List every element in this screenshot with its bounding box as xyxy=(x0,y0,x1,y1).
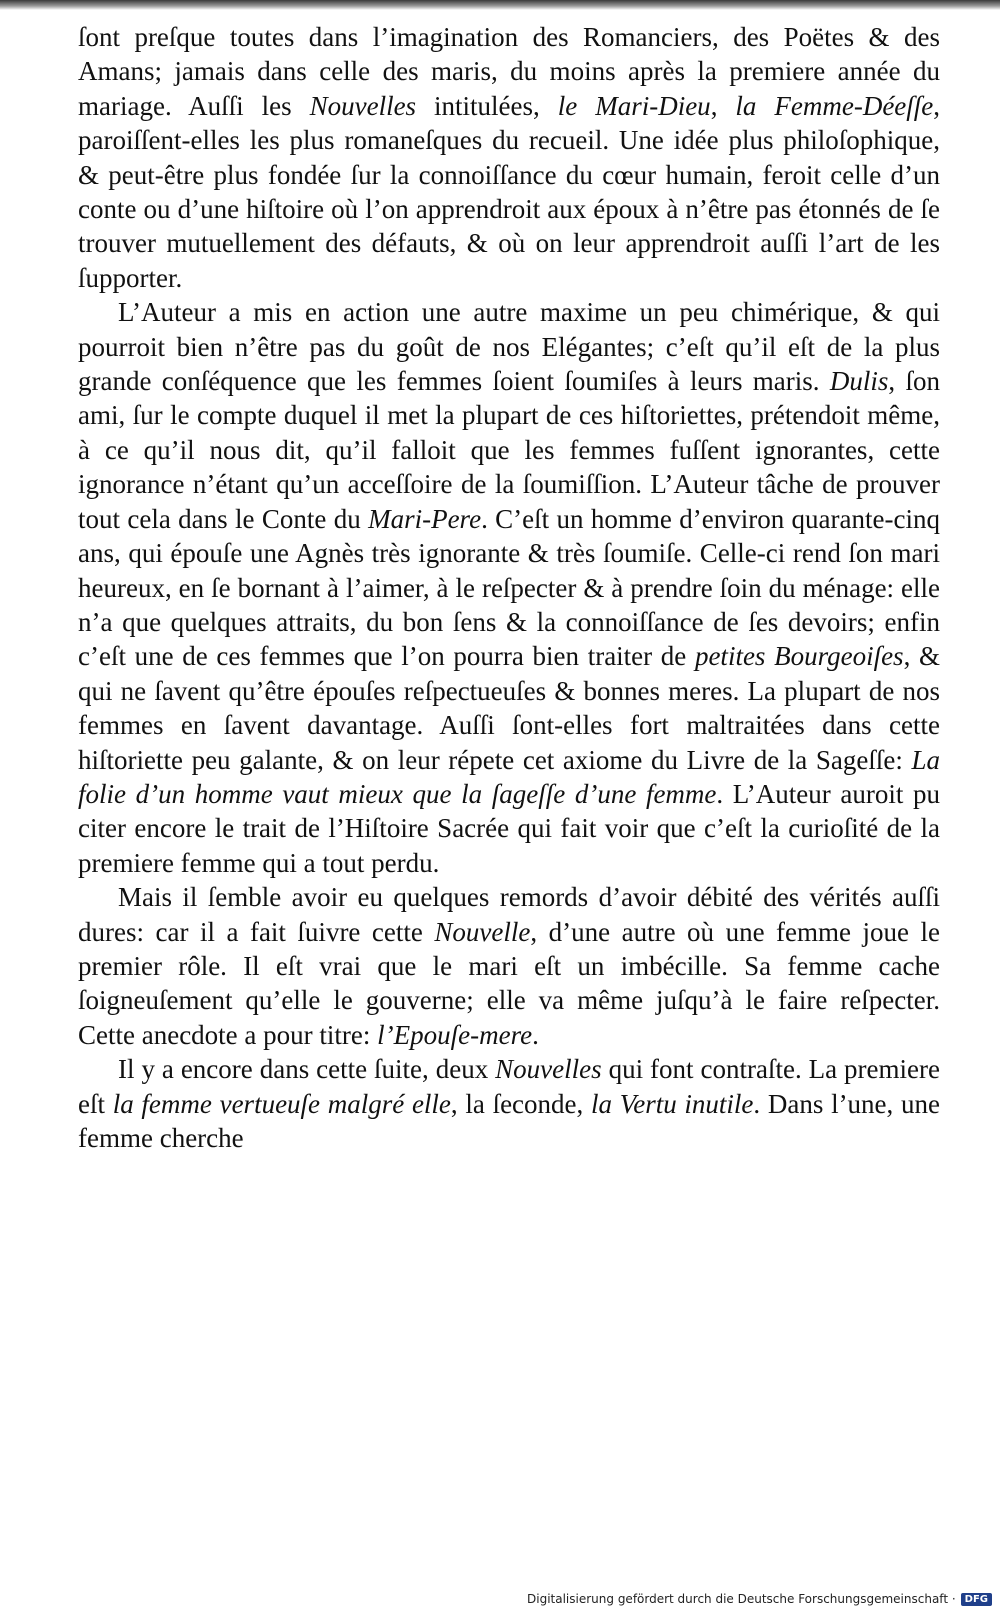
paragraph-4 xyxy=(78,1052,940,1155)
text-run: Mais il ſemble avoir eu quelques remords d’avoir débité des vérités auſſi dures: car il a fait ſuivre cette xyxy=(78,882,940,947)
paragraph-1 xyxy=(78,20,940,295)
digitization-credit xyxy=(527,1592,992,1606)
italic-run: La folie d’un homme vaut mieux que la ſageſſe d’une femme xyxy=(78,744,940,809)
text-run: ſont preſque toutes dans l’imagination des Romanciers, des Poëtes & des Amans; jamais dans celle des maris, du moins après la premiere année du mariage. Auſſi les xyxy=(78,22,940,121)
dfg-logo: DFG xyxy=(961,1593,992,1606)
scan-edge-shadow xyxy=(0,0,1000,10)
italic-run: la femme vertueuſe malgré elle xyxy=(112,1088,451,1119)
text-run: , xyxy=(710,90,736,121)
page-body xyxy=(78,20,940,1155)
italic-run: Mari-Pere xyxy=(368,503,482,534)
italic-run: Nouvelles xyxy=(309,90,417,121)
text-run: . Dans l’une, une femme cherche xyxy=(78,1088,940,1153)
text-run: . C’eſt un homme d’environ quarante-cinq ans, qui épouſe une Agnès très ignorante & très ſoumiſe. Celle-ci rend ſon mari heureux, en ſe bornant à l’aimer, à le reſpecter & à prendre ſoin du ménage: elle n’a que quelques attraits, du bon ſens & la connoiſſance de ſes devoirs; enfin c’eſt une de ces femmes que l’on pourra bien traiter de xyxy=(78,503,940,672)
text-run: , paroiſſent-elles les plus romaneſques du recueil. Une idée plus philoſophique, & peut-être plus fondée ſur la connoiſſance du cœur humain, feroit celle d’un conte ou d’une hiſtoire où l’on apprendroit aux époux à n’être pas étonnés de ſe trouver mutuellement des défauts, & où on leur apprendroit auſſi l’art de les ſupporter. xyxy=(78,90,941,293)
text-run: qui font contraſte. La premiere eſt xyxy=(78,1054,940,1119)
italic-run: l’Epouſe-mere xyxy=(377,1019,533,1050)
paragraph-2 xyxy=(78,295,940,880)
text-run: . L’Auteur auroit pu citer encore le trait de l’Hiſtoire Sacrée qui fait voir que c’eſt la curioſité de la premiere femme qui a tout perdu. xyxy=(78,778,940,878)
text-run: , la ſeconde, xyxy=(450,1088,591,1119)
text-run: , d’une autre où une femme joue le premier rôle. Il eſt vrai que le mari eſt un imbécille. Sa femme cache ſoigneuſement qu’elle le gouverne; elle va même juſqu’à le faire reſpecter. Cette anecdote a pour titre: xyxy=(78,916,941,1050)
italic-run: Nouvelle xyxy=(434,916,531,947)
text-run: L’Auteur a mis en action une autre maxime un peu chimérique, & qui pourroit bien n’être pas du goût de nos Elégantes; c’eſt qu’il eſt de la plus grande conſéquence que les femmes ſoient ſoumiſes à leurs maris. xyxy=(78,297,940,397)
italic-run: petites Bourgeoiſes xyxy=(694,641,904,672)
credit-text: Digitalisierung gefördert durch die Deutsche Forschungsgemeinschaft · xyxy=(527,1592,956,1606)
italic-run: Dulis xyxy=(829,366,889,397)
text-run: , & qui ne ſavent qu’être épouſes reſpectueuſes & bonnes meres. La plupart de nos femmes en ſavent davantage. Auſſi ſont-elles fort maltraitées dans cette hiſtoriette peu galante, & on leur répete cet axiome du Livre de la Sageſſe: xyxy=(78,641,940,775)
italic-run: la Femme-Déeſſe xyxy=(735,90,934,121)
italic-run: la Vertu inutile xyxy=(591,1088,754,1119)
text-run: , ſon ami, ſur le compte duquel il met la plupart de ces hiſtoriettes, prétendoit même, à ce qu’il nous dit, qu’il falloit que les femmes fuſſent ignorantes, cette ignorance n’étant qu’un acceſſoire de la ſoumiſſion. L’Auteur tâche de prouver tout cela dans le Conte du xyxy=(78,366,940,534)
text-run: Il y a encore dans cette ſuite, deux xyxy=(118,1054,496,1085)
italic-run: Nouvelles xyxy=(495,1054,602,1085)
text-run: . xyxy=(532,1019,539,1050)
paragraph-3 xyxy=(78,880,940,1052)
text-run: intitulées, xyxy=(416,90,558,121)
italic-run: le Mari-Dieu xyxy=(557,90,711,121)
